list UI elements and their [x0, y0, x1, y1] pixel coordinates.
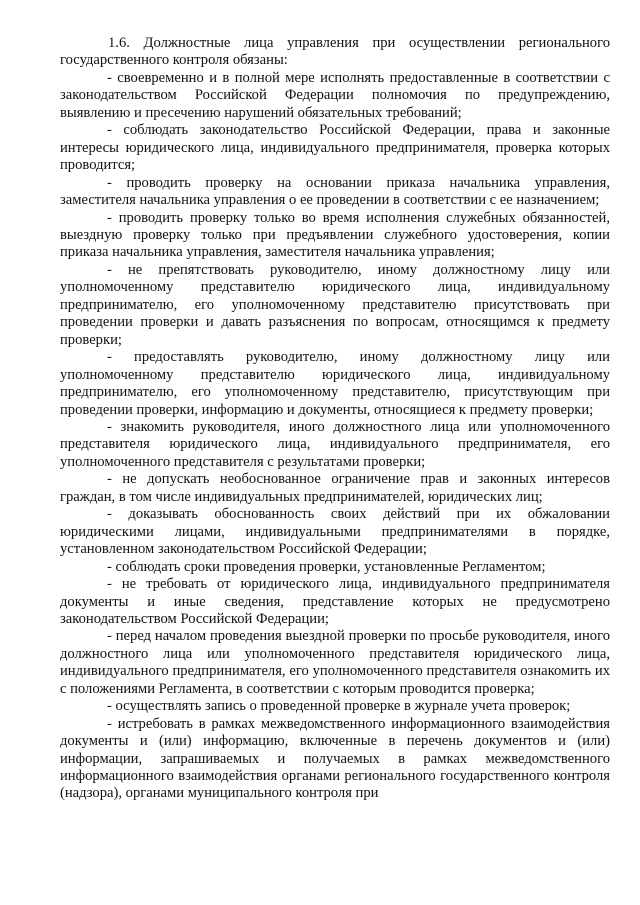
- obligation-item: - соблюдать сроки проведения проверки, установленные Регламентом;: [107, 558, 546, 575]
- obligation-item: - знакомить руководителя, иного должностного лица или уполномоченного представителя юридического лица, индивидуального предпринимателя, его уполномоченного представителя с результатами проверки;: [60, 418, 610, 470]
- obligation-item: - осуществлять запись о проведенной проверке в журнале учета проверок;: [107, 698, 571, 715]
- obligation-item: - не допускать необоснованное ограничение прав и законных интересов граждан, в том числе индивидуальных предпринимателей, юридических лиц;: [60, 471, 610, 505]
- obligation-item: - своевременно и в полной мере исполнять предоставленные в соответствии с законодательством Российской Федерации полномочия по предупреждению, выявлению и пресечению нарушений обязательных требований;: [60, 69, 610, 121]
- obligation-item: - истребовать в рамках межведомственного информационного взаимодействия документы и (или) информацию, включенные в перечень документов и (или) информации, запрашиваемых и получаемых в рамках межведомственного информационного взаимодействия органами регионального государственного контроля (надзора), органами муниципального контроля при: [60, 715, 610, 802]
- obligation-item: - не требовать от юридического лица, индивидуального предпринимателя документы и иные сведения, представление которых не предусмотрено законодательством Российской Федерации;: [60, 576, 610, 627]
- document-body: [60, 35, 610, 803]
- obligation-item: - перед началом проведения выездной проверки по просьбе руководителя, иного должностного лица или уполномоченного представителя юридического лица, индивидуального предпринимателя, его уполномоченного представителя ознакомить их с положениями Регламента, в соответствии с которым проводится проверка;: [60, 628, 610, 697]
- obligation-item: - доказывать обоснованность своих действий при их обжаловании юридическими лицами, индивидуальными предпринимателями в порядке, установленном законодательством Российской Федерации;: [60, 506, 610, 558]
- section-heading-paragraph: 1.6. Должностные лица управления при осуществлении регионального государственного контроля обязаны:: [60, 35, 610, 69]
- obligation-item: - не препятствовать руководителю, иному должностному лицу или уполномоченному представителю юридического лица, индивидуальному предпринимателю, его уполномоченному представителю присутствовать при проведении проверки и давать разъяснения по вопросам, относящимся к предмету проверки;: [60, 261, 610, 348]
- obligation-item: - предоставлять руководителю, иному должностному лицу или уполномоченному представителю юридического лица, индивидуальному предпринимателю, его уполномоченному представителю, присутствующим при проведении проверки, информацию и документы, относящиеся к предмету проверки;: [60, 349, 610, 418]
- obligation-item: - соблюдать законодательство Российской Федерации, права и законные интересы юридического лица, индивидуального предпринимателя, проверка которых проводится;: [60, 122, 610, 174]
- obligation-item: - проводить проверку на основании приказа начальника управления, заместителя начальника управления о ее проведении в соответствии с ее назначением;: [60, 174, 610, 209]
- obligation-item: - проводить проверку только во время исполнения служебных обязанностей, выездную проверку только при предъявлении служебного удостоверения, копии приказа начальника управления, заместителя начальника управления;: [60, 209, 610, 261]
